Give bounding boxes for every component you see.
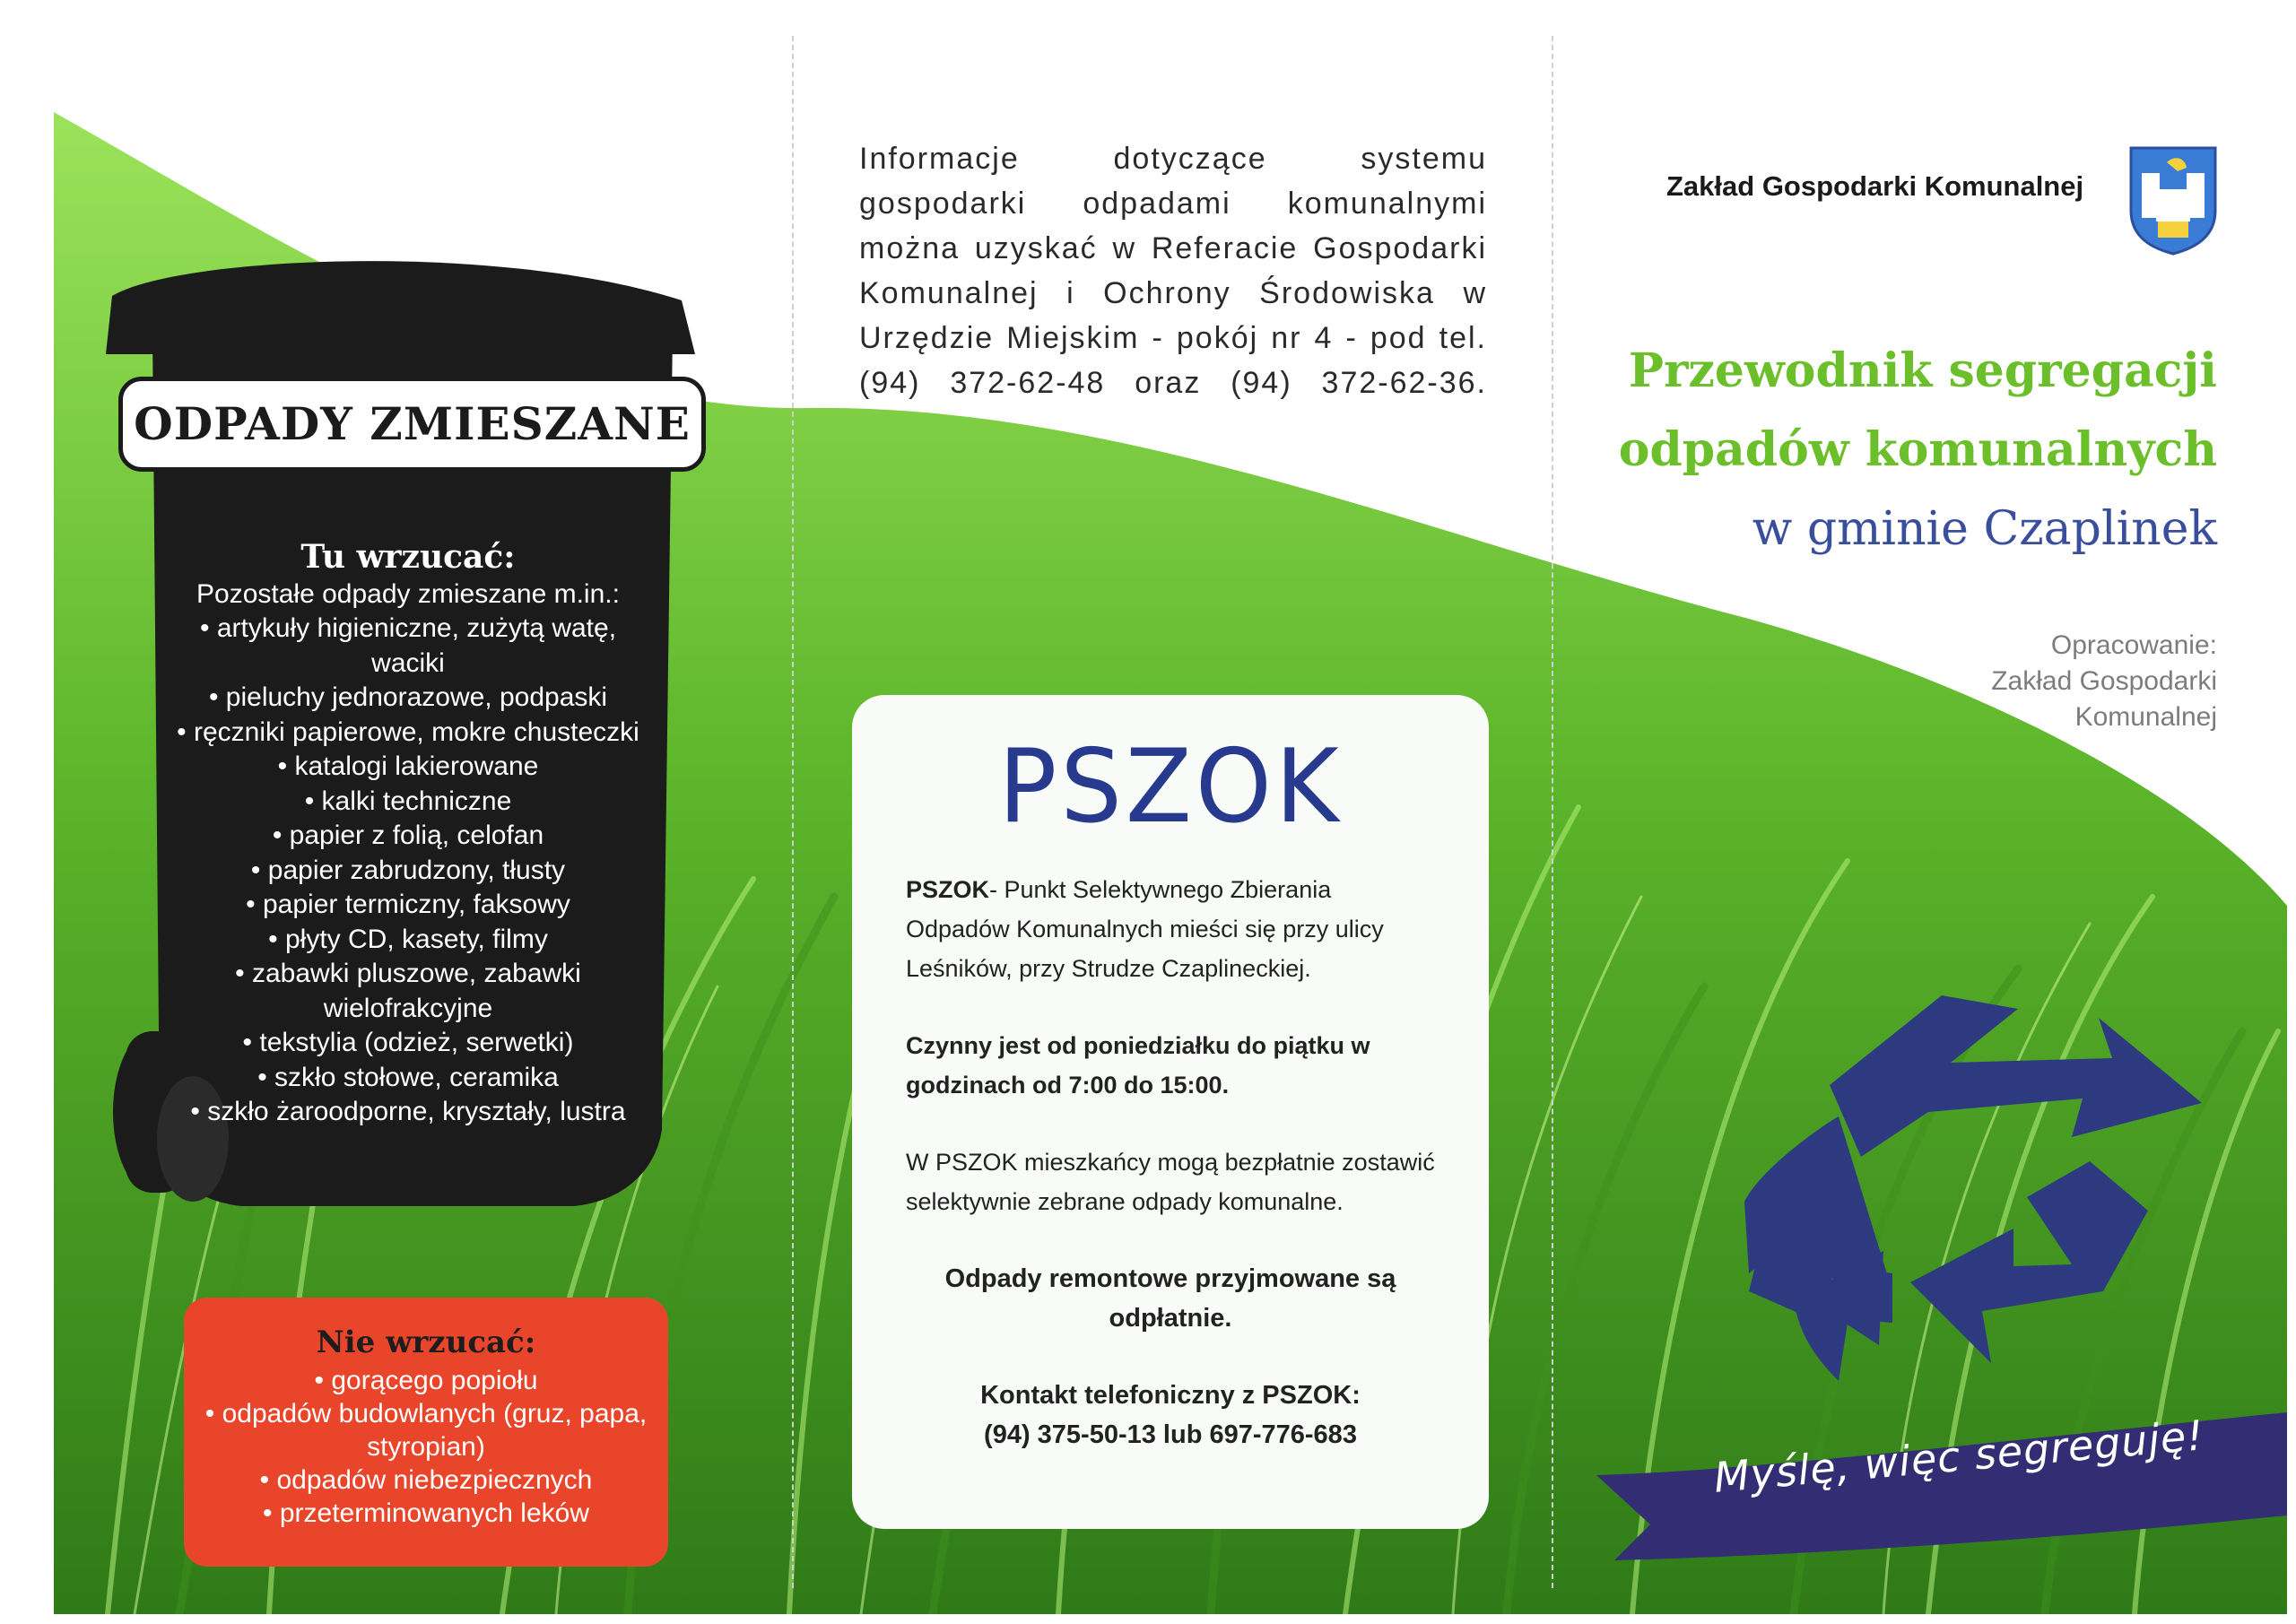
crest-icon <box>2131 148 2215 254</box>
list-item: • artykuły higieniczne, zużytą watę, waciki <box>175 612 641 681</box>
list-item: • płyty CD, kasety, filmy <box>175 923 641 958</box>
list-item: • szkło żaroodporne, kryształy, lustra <box>175 1095 641 1130</box>
motto: Myślę, więc segreguję! <box>1711 1411 2206 1502</box>
allowed-section <box>175 538 641 1130</box>
forbidden-title: Nie wrzucać: <box>316 1324 536 1360</box>
guide-title <box>1589 332 2217 569</box>
list-item: • zabawki pluszowe, zabawki wielofrakcyjne <box>175 957 641 1026</box>
list-item: • kalki techniczne <box>175 785 641 820</box>
pszok-renovation-text: Odpady remontowe przyjmowane są odpłatnie. <box>944 1264 1396 1333</box>
fold-line-left <box>792 36 794 1588</box>
forbidden-section <box>184 1298 668 1567</box>
list-item: • szkło stołowe, ceramika <box>175 1061 641 1096</box>
guide-title-line3: w gminie Czaplinek <box>1752 502 2217 556</box>
list-item: • papier termiczny, faksowy <box>175 888 641 923</box>
list-item: • przeterminowanych leków <box>184 1497 668 1530</box>
pszok-renovation-note <box>906 1259 1435 1338</box>
list-item: • papier zabrudzony, tłusty <box>175 854 641 889</box>
list-item: • papier z folią, celofan <box>175 819 641 854</box>
list-item: • tekstylia (odzież, serwetki) <box>175 1026 641 1061</box>
pszok-contact-label: Kontakt telefoniczny z PSZOK: <box>980 1381 1361 1410</box>
bin-label: ODPADY ZMIESZANE <box>118 377 706 472</box>
list-item: • pieluchy jednorazowe, podpaski <box>175 681 641 716</box>
list-item: • katalogi lakierowane <box>175 750 641 785</box>
pszok-residents-info: W PSZOK mieszkańcy mogą bezpłatnie zostawić selektywnie zebrane odpady komunalne. <box>906 1149 1435 1215</box>
fold-line-right <box>1552 36 1553 1588</box>
pszok-contact <box>906 1376 1435 1455</box>
pszok-name: PSZOK <box>906 876 990 903</box>
allowed-list <box>175 612 641 1130</box>
list-item: • odpadów niebezpiecznych <box>184 1463 668 1497</box>
list-item: • gorącego popiołu <box>184 1364 668 1397</box>
credits-line1: Zakład Gospodarki <box>1991 666 2217 696</box>
pszok-card <box>852 695 1489 1529</box>
pszok-description-text: - Punkt Selektywnego Zbierania Odpadów Komunalnych mieści się przy ulicy Leśników, przy Strudze Czaplineckiej. <box>906 876 1384 982</box>
allowed-intro: Pozostałe odpady zmieszane m.in.: <box>196 579 620 609</box>
guide-title-line2: odpadów komunalnych <box>1618 422 2217 477</box>
info-paragraph: Informacje dotyczące systemu gospodarki odpadami komunalnymi można uzyskać w Referacie Gospodarki Komunalnej i Ochrony Środowiska w Urzędzie Miejskim - pokój nr 4 - pod tel. (94) 372-62-48 oraz (94) 372-62-36. <box>859 142 1487 400</box>
credits-label: Opracowanie: <box>2050 630 2217 660</box>
pszok-hours <box>906 1026 1435 1105</box>
pszok-description <box>906 870 1435 988</box>
forbidden-list <box>184 1364 668 1530</box>
allowed-title: Tu wrzucać: <box>300 538 516 576</box>
pszok-contact-numbers: (94) 375-50-13 lub 697-776-683 <box>984 1420 1357 1449</box>
credits-line2: Komunalnej <box>2074 702 2217 732</box>
guide-title-line1: Przewodnik segregacji <box>1628 343 2217 398</box>
org-name: Zakład Gospodarki Komunalnej <box>1666 170 2084 202</box>
pszok-hours-text: Czynny jest od poniedziałku do piątku w godzinach od 7:00 do 15:00. <box>906 1032 1370 1099</box>
list-item: • ręczniki papierowe, mokre chusteczki <box>175 716 641 751</box>
pszok-logo: PSZOK <box>998 727 1343 847</box>
list-item: • odpadów budowlanych (gruz, papa, styropian) <box>184 1397 668 1463</box>
credits <box>1991 628 2217 735</box>
